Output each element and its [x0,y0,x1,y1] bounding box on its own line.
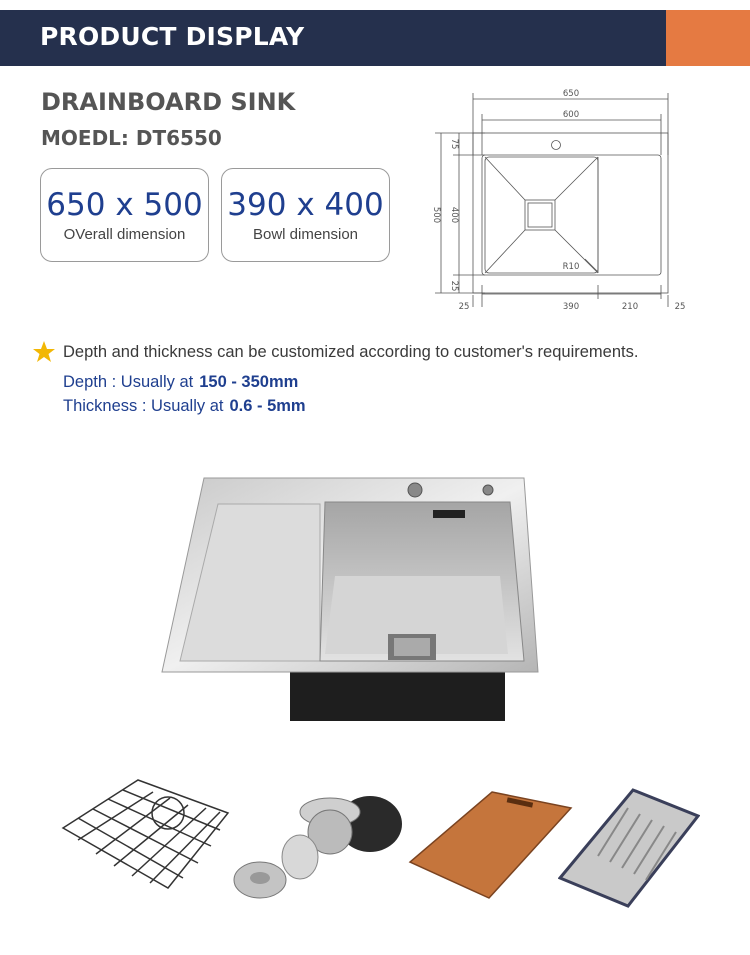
model-number: MOEDL: DT6550 [41,126,222,150]
radius-label: R10 [562,262,580,272]
header-accent [666,10,750,66]
sink-photo [160,476,540,724]
product-name: DRAINBOARD SINK [41,88,296,116]
bottom-grid-photo [48,768,238,908]
thickness-spec [63,397,306,416]
cutting-board-photo [407,788,573,900]
dim-390: 390 [562,302,580,312]
depth-spec [63,373,298,392]
bowl-dimension-label: Bowl dimension [252,226,359,243]
dim-500: 500 [431,206,441,224]
custom-note [32,340,732,368]
thickness-label: Thickness : Usually at [63,397,224,415]
dim-25-bottom: 25 [449,280,459,292]
header-bar [0,10,666,66]
overall-dimension-value: 650 x 500 [46,187,203,223]
page-title: PRODUCT DISPLAY [40,22,305,51]
colander-photo [558,786,700,910]
bowl-dimension-value: 390 x 400 [227,187,384,223]
thickness-value: 0.6 - 5mm [229,397,306,415]
dim-25-left: 25 [458,302,470,312]
dim-75: 75 [449,138,459,150]
depth-value: 150 - 350mm [199,373,299,391]
depth-label: Depth : Usually at [63,373,194,391]
strainer-photo [230,782,410,908]
dim-210: 210 [621,302,639,312]
overall-dimension-label: OVerall dimension [63,226,186,243]
overall-dimension-box [40,168,209,262]
dim-650: 650 [562,89,580,99]
dim-25-right: 25 [674,302,686,312]
bowl-dimension-box [221,168,390,262]
dim-400: 400 [449,206,459,224]
technical-drawing [425,85,695,315]
star-icon [32,340,56,364]
note-text: Depth and thickness can be customized according to customer's requirements. [63,343,639,361]
dim-600: 600 [562,110,580,120]
